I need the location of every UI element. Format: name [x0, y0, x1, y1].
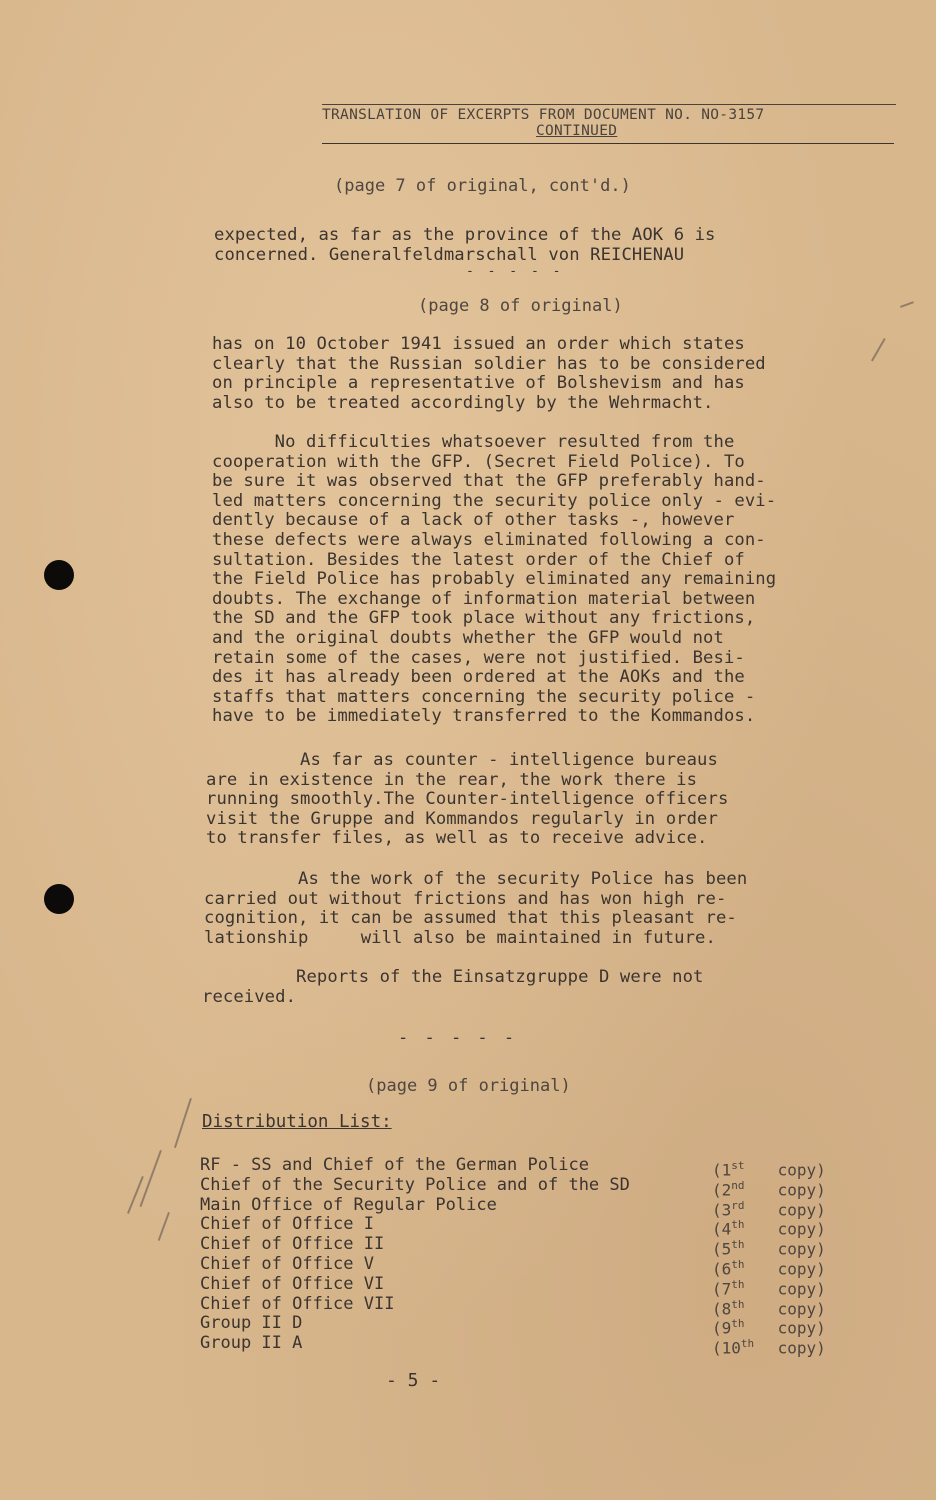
copy-item: (6th copy) — [712, 1257, 826, 1279]
pencil-mark — [871, 338, 885, 361]
copy-suffix: nd — [731, 1178, 745, 1192]
copy-num: 9 — [721, 1318, 732, 1338]
copy-label: copy — [777, 1298, 817, 1318]
copy-num: 2 — [721, 1180, 732, 1200]
paragraph-1: expected, as far as the province of the AOK 6 is concerned. Generalfeldmarschall von REICHENAU — [214, 225, 716, 265]
copy-num: 6 — [721, 1259, 732, 1279]
copy-label: copy — [777, 1180, 817, 1200]
copy-label: copy — [777, 1239, 817, 1259]
copy-label: copy — [777, 1338, 817, 1358]
copy-item: (4th copy) — [712, 1218, 826, 1239]
header-title: TRANSLATION OF EXCERPTS FROM DOCUMENT NO. NO-3157 — [322, 104, 896, 123]
recipient-item: RF - SS and Chief of the German Police — [200, 1155, 589, 1175]
pencil-mark — [139, 1150, 161, 1207]
recipient-item: Group II A — [200, 1333, 303, 1354]
copy-item: (9th copy) — [712, 1317, 826, 1338]
copy-suffix: th — [731, 1218, 745, 1232]
copy-num: 7 — [721, 1279, 732, 1299]
distribution-title: Distribution List: — [202, 1112, 392, 1132]
copy-suffix: th — [740, 1337, 755, 1351]
copy-item: (10th copy) — [712, 1337, 826, 1358]
copy-label: copy — [777, 1318, 817, 1338]
copy-label: copy — [777, 1160, 817, 1180]
copy-num: 4 — [721, 1219, 732, 1239]
pencil-mark — [158, 1212, 170, 1241]
page-ref-8: (page 8 of original) — [418, 296, 623, 316]
copy-suffix: th — [731, 1277, 745, 1291]
recipient-item: Chief of Office V — [200, 1253, 374, 1274]
recipient-item: Chief of Office I — [200, 1214, 374, 1235]
pencil-mark — [127, 1176, 143, 1214]
copy-suffix: st — [731, 1159, 745, 1172]
copy-label: copy — [777, 1199, 817, 1219]
separator-2: - - - - - — [398, 1028, 518, 1048]
page-number: - 5 - — [386, 1370, 441, 1391]
copy-label: copy — [777, 1219, 817, 1239]
copy-num: 8 — [721, 1298, 732, 1318]
copy-item: (2nd copy) — [712, 1178, 826, 1200]
copy-item: (5th copy) — [712, 1238, 826, 1259]
copy-num: 1 — [721, 1160, 732, 1180]
copy-label: copy — [777, 1259, 817, 1279]
copy-item: (1st copy) — [712, 1159, 826, 1180]
distribution-recipients — [200, 1156, 630, 1354]
paragraph-5: As the work of the security Police has been carried out without frictions and has won high re- cognition, it can be assumed that this pleasant re- lationship will also be maintained in future. — [204, 869, 748, 948]
page-ref-7: (page 7 of original, cont'd.) — [334, 176, 631, 196]
copy-item: (3rd copy) — [712, 1198, 826, 1219]
punch-hole-bottom — [44, 884, 74, 914]
punch-hole-top — [44, 560, 74, 590]
copy-suffix: th — [731, 1238, 745, 1252]
copy-suffix: th — [731, 1257, 745, 1271]
document-header — [322, 104, 896, 144]
recipient-item: Main Office of Regular Police — [200, 1194, 497, 1215]
header-rule — [322, 143, 894, 144]
recipient-item: Chief of Office VII — [200, 1293, 395, 1314]
copy-num: 5 — [721, 1239, 732, 1259]
copy-suffix: th — [731, 1297, 745, 1311]
copy-item: (8th copy) — [712, 1297, 826, 1318]
recipient-item: Chief of Office VI — [200, 1273, 385, 1294]
copy-item: (7th copy) — [712, 1277, 826, 1299]
recipient-item: Chief of Office II — [200, 1234, 385, 1255]
pencil-mark — [900, 301, 914, 307]
header-continued: CONTINUED — [536, 123, 618, 139]
copy-label: copy — [777, 1279, 817, 1299]
pencil-mark — [174, 1098, 191, 1148]
copy-suffix: rd — [731, 1198, 745, 1212]
paragraph-6: Reports of the Einsatzgruppe D were not received. — [202, 967, 704, 1007]
separator-1: - - - - - — [466, 264, 564, 279]
recipient-item: Group II D — [200, 1313, 303, 1334]
copy-numbers — [712, 1156, 826, 1358]
paragraph-3: No difficulties whatsoever resulted from the cooperation with the GFP. (Secret Field Police). To be sure it was observed that the GFP preferably hand- led matters concerning the security police only - evi- dently because of a lack of other tasks -, however these defects were always eliminated following a con- sultation. Besides the latest order of the Chief of the Field Police has probably eliminated any remaining doubts. The exchange of information material between the SD and the GFP took place without any frictions, and the original doubts whether the GFP would not retain some of the cases, were not justified. Besi- des it has already been ordered at the AOKs and the staffs that matters concerning the security police - have to be immediately transferred to the Kommandos. — [212, 432, 777, 727]
copy-num: 10 — [721, 1338, 741, 1358]
recipient-item: Chief of the Security Police and of the SD — [200, 1174, 630, 1195]
copy-suffix: th — [731, 1317, 745, 1331]
paragraph-2: has on 10 October 1941 issued an order which states clearly that the Russian soldier has to be considered on principle a representative of Bolshevism and has also to be treated accordingly by the Wehrmacht. — [212, 334, 766, 413]
page-ref-9: (page 9 of original) — [366, 1076, 571, 1096]
copy-num: 3 — [721, 1199, 732, 1219]
paragraph-4: As far as counter - intelligence bureaus are in existence in the rear, the work there is running smoothly.The Counter-intelligence officers visit the Gruppe and Kommandos regularly in order to transfer files, as well as to receive advice. — [206, 750, 729, 849]
